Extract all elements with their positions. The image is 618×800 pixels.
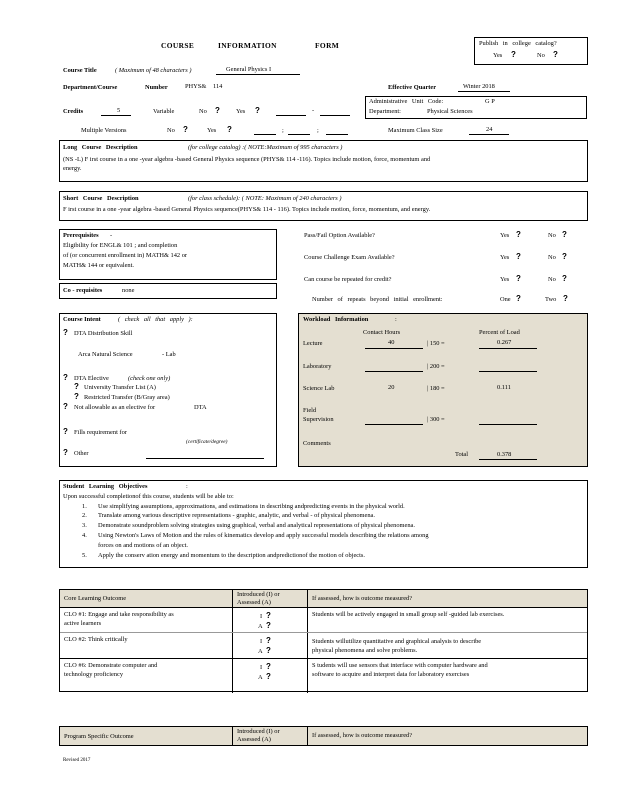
slo-label: Student Learning Objectives bbox=[63, 483, 148, 490]
clo-2-i-label: I bbox=[260, 638, 263, 645]
restricted-transfer-checkbox[interactable]: ? bbox=[74, 392, 79, 401]
credits-value[interactable]: 5 bbox=[117, 107, 121, 114]
variable-min-field[interactable] bbox=[276, 115, 306, 116]
supervision-label: Supervision bbox=[303, 416, 334, 423]
clo-header-ia: Introduced (I) or bbox=[237, 591, 280, 598]
clo-6-text-2: technology proficiency bbox=[64, 671, 124, 678]
clo-col-divider-1 bbox=[232, 590, 233, 693]
clo-col-divider-2 bbox=[307, 590, 308, 693]
slo-2-number: 2. bbox=[82, 512, 87, 519]
science-lab-label: Science Lab bbox=[303, 385, 335, 392]
course-title-underline bbox=[216, 74, 300, 75]
prerequisites-line-3[interactable]: MATH& 144 or equivalent. bbox=[63, 262, 134, 269]
variable-max-field[interactable] bbox=[320, 115, 350, 116]
fills-requirement-checkbox[interactable]: ? bbox=[63, 427, 68, 436]
max-class-size-underline bbox=[469, 134, 509, 135]
dept-value[interactable]: PHYS& bbox=[185, 83, 207, 90]
fills-requirement-label: Fills requirement for bbox=[74, 429, 127, 436]
dta-distribution-checkbox[interactable]: ? bbox=[63, 328, 68, 337]
field-label: Field bbox=[303, 407, 317, 414]
pso-header-how: If assessed, how is outcome measured? bbox=[312, 732, 413, 739]
clo-1-i-checkbox[interactable]: ? bbox=[266, 611, 271, 620]
clo-row-divider-1 bbox=[60, 632, 587, 633]
clo-6-i-checkbox[interactable]: ? bbox=[266, 662, 271, 671]
multiple-field-3[interactable] bbox=[326, 134, 348, 135]
laboratory-label: Laboratory bbox=[303, 363, 332, 370]
supervision-divisor: | 300 = bbox=[427, 416, 445, 423]
clo-header-outcome: Core Learning Outcome bbox=[64, 595, 127, 602]
challenge-exam-label: Course Challenge Exam Available? bbox=[304, 254, 395, 261]
long-description-text-2[interactable]: energy. bbox=[63, 165, 82, 172]
pass-fail-no-label: No bbox=[548, 232, 556, 239]
multiple-yes-checkbox[interactable]: ? bbox=[227, 125, 232, 134]
publish-label: Publish in college catalog? bbox=[479, 40, 557, 47]
admin-unit-box bbox=[365, 96, 587, 119]
pso-header-ia-2: Assessed (A) bbox=[237, 736, 271, 743]
clo-1-a-checkbox[interactable]: ? bbox=[266, 621, 271, 630]
pass-fail-label: Pass/Fail Option Available? bbox=[304, 232, 375, 239]
short-description-hint: (for class schedule): ( NOTE: Maximum of 240 characters ) bbox=[188, 195, 342, 202]
clo-2-a-checkbox[interactable]: ? bbox=[266, 646, 271, 655]
challenge-yes-label: Yes bbox=[500, 254, 510, 261]
prerequisites-dash: - bbox=[110, 232, 113, 239]
form-title-form: FORM bbox=[315, 41, 340, 50]
challenge-no-checkbox[interactable]: ? bbox=[562, 252, 567, 261]
long-description-box bbox=[59, 140, 588, 182]
variable-no-checkbox[interactable]: ? bbox=[215, 106, 220, 115]
not-allowable-value: DTA bbox=[194, 404, 207, 411]
percent-load-header: Percent of Load bbox=[479, 329, 520, 336]
slo-box bbox=[59, 480, 588, 568]
restricted-transfer-label: Restricted Transfer (B/Gray area) bbox=[84, 394, 170, 401]
total-underline bbox=[479, 459, 537, 460]
publish-yes-label: Yes bbox=[493, 52, 503, 59]
corequisites-box bbox=[59, 283, 277, 299]
repeats-one-checkbox[interactable]: ? bbox=[516, 294, 521, 303]
slo-colon: : bbox=[186, 483, 188, 490]
workload-colon: : bbox=[395, 316, 397, 323]
lecture-percent: 0.267 bbox=[497, 339, 512, 346]
clo-1-i-label: I bbox=[260, 613, 263, 620]
total-value: 0.378 bbox=[497, 451, 512, 458]
pso-header-outcome: Program Specific Outcome bbox=[64, 733, 134, 740]
utl-label: University Transfer List (A) bbox=[84, 384, 156, 391]
dta-distribution-label: DTA Distribution Skill bbox=[74, 330, 133, 337]
prerequisites-line-1[interactable]: Eligibility for ENGL& 101 ; and completion bbox=[63, 242, 178, 249]
clo-row-divider-2 bbox=[60, 658, 587, 659]
number-label: Number bbox=[145, 84, 168, 91]
corequisites-value[interactable]: none bbox=[122, 287, 135, 294]
clo-6-a-label: A bbox=[258, 674, 263, 681]
multiple-field-1[interactable] bbox=[254, 134, 276, 135]
clo-table bbox=[59, 589, 588, 692]
repeats-one-label: One bbox=[500, 296, 511, 303]
repeat-yes-label: Yes bbox=[500, 276, 510, 283]
pass-fail-yes-label: Yes bbox=[500, 232, 510, 239]
challenge-no-label: No bbox=[548, 254, 556, 261]
workload-box bbox=[298, 313, 588, 467]
lecture-divisor: | 150 = bbox=[427, 340, 445, 347]
pass-fail-yes-checkbox[interactable]: ? bbox=[516, 230, 521, 239]
repeat-no-checkbox[interactable]: ? bbox=[562, 274, 567, 283]
dept-label: Department/Course bbox=[63, 84, 118, 91]
contact-hours-header: Contact Hours bbox=[363, 329, 401, 336]
number-value[interactable]: 114 bbox=[213, 83, 223, 90]
dta-elective-checkbox[interactable]: ? bbox=[63, 373, 68, 382]
pass-fail-no-checkbox[interactable]: ? bbox=[562, 230, 567, 239]
pso-table bbox=[59, 726, 588, 746]
course-intent-label: Course Intent bbox=[63, 316, 101, 323]
lecture-label: Lecture bbox=[303, 340, 323, 347]
corequisites-label: Co - requisites bbox=[63, 287, 103, 294]
multiple-no-label: No bbox=[167, 127, 175, 134]
slo-2-text[interactable]: Translate among various descriptive representations - graphic, analytic, and verbal - of physical phenomena. bbox=[98, 512, 375, 519]
slo-4-text-cont[interactable]: forces on and motions of an object. bbox=[98, 542, 188, 549]
science-lab-divisor: | 180 = bbox=[427, 385, 445, 392]
long-description-hint: (for college catalog) :( NOTE:Maximum of 995 characters ) bbox=[188, 144, 343, 151]
effective-quarter-label: Effective Quarter bbox=[388, 84, 437, 91]
repeat-credit-label: Can course be repeated for credit? bbox=[304, 276, 392, 283]
slo-3-text[interactable]: Demonstrate soundproblem solving strategies using graphical, verbal and analytical representations of physical phenomena. bbox=[98, 522, 415, 529]
lecture-hours-underline bbox=[365, 348, 423, 349]
clo-1-text-2: active learners bbox=[64, 620, 102, 627]
variable-dash: - bbox=[312, 107, 315, 114]
multiple-yes-label: Yes bbox=[207, 127, 217, 134]
total-label: Total bbox=[455, 451, 469, 458]
course-title-label: Course Title bbox=[63, 67, 97, 74]
course-title-value[interactable]: General Physics I bbox=[226, 66, 272, 73]
clo-header-how: If assessed, how is outcome measured? bbox=[312, 595, 413, 602]
publish-box bbox=[474, 37, 588, 65]
science-lab-percent: 0.111 bbox=[497, 384, 511, 391]
effective-quarter-value[interactable]: Winter 2018 bbox=[463, 83, 495, 90]
revised-footer: Revised 2017 bbox=[63, 758, 91, 763]
lecture-hours[interactable]: 40 bbox=[388, 339, 395, 346]
pso-col-divider-2 bbox=[307, 727, 308, 745]
science-lab-hours[interactable]: 20 bbox=[388, 384, 395, 391]
short-description-label: Short Course Description bbox=[63, 195, 139, 202]
certificate-degree-hint: (certificate/degree) bbox=[186, 439, 228, 445]
not-allowable-label: Not allowable as an elective for bbox=[74, 404, 156, 411]
dta-elective-hint: (check one only) bbox=[128, 375, 171, 382]
max-class-size-label: Maximum Class Size bbox=[388, 127, 443, 134]
prerequisites-line-2[interactable]: of (or concurrent enrollment in) MATH& 142 or bbox=[63, 252, 188, 259]
clo-1-how[interactable]: Students will be actively engaged in small group self -guided lab exercises. bbox=[312, 611, 505, 618]
long-description-label: Long Course Description bbox=[63, 144, 138, 151]
long-description-text[interactable]: (NS -L) F irst course in a one -year algebra -based General Physics sequence (PHYS& 114 -116). Topics include motion, force, momentum and bbox=[63, 156, 431, 163]
laboratory-hours-underline bbox=[365, 371, 423, 372]
slo-5-number: 5. bbox=[82, 552, 87, 559]
variable-label: Variable bbox=[153, 108, 175, 115]
not-allowable-checkbox[interactable]: ? bbox=[63, 402, 68, 411]
course-intent-hint: ( check all that apply ): bbox=[118, 316, 193, 323]
admin-unit-value[interactable]: G P bbox=[485, 98, 495, 105]
multiple-sep-1: ; bbox=[282, 127, 284, 134]
supervision-hours-underline bbox=[365, 424, 423, 425]
clo-6-text: CLO #6: Demonstrate computer and bbox=[64, 662, 158, 669]
workload-label: Workload Information bbox=[303, 316, 369, 323]
admin-dept-value[interactable]: Physical Sciences bbox=[427, 108, 473, 115]
clo-2-text: CLO #2: Think critically bbox=[64, 636, 128, 643]
other-checkbox[interactable]: ? bbox=[63, 448, 68, 457]
variable-no-label: No bbox=[199, 108, 207, 115]
variable-yes-label: Yes bbox=[236, 108, 246, 115]
form-title-information: INFORMATION bbox=[218, 41, 277, 50]
laboratory-percent-underline bbox=[479, 371, 537, 372]
clo-6-a-checkbox[interactable]: ? bbox=[266, 672, 271, 681]
clo-2-a-label: A bbox=[258, 648, 263, 655]
clo-2-i-checkbox[interactable]: ? bbox=[266, 636, 271, 645]
multiple-sep-2: ; bbox=[317, 127, 319, 134]
utl-checkbox[interactable]: ? bbox=[74, 382, 79, 391]
slo-1-text[interactable]: Use simplifying assumptions, approximations, and estimations in describing andpredicting events in the physical world. bbox=[98, 503, 405, 510]
area-label: Arca Natural Science bbox=[78, 351, 133, 358]
variable-yes-checkbox[interactable]: ? bbox=[255, 106, 260, 115]
dta-elective-label: DTA Elective bbox=[74, 375, 109, 382]
slo-intro: Upon successful completionof this course, students will be able to: bbox=[63, 493, 234, 500]
repeat-no-label: No bbox=[548, 276, 556, 283]
supervision-percent-underline bbox=[479, 424, 537, 425]
slo-5-text[interactable]: Apply the conserv ation energy and momentum to the description andpredictionof the motion of objects. bbox=[98, 552, 365, 559]
prerequisites-box bbox=[59, 229, 277, 280]
course-title-hint: ( Maximum of 48 characters ) bbox=[115, 67, 192, 74]
clo-2-how[interactable]: Students willutilize quantitative and graphical analysis to describe bbox=[312, 638, 482, 645]
slo-4-number: 4. bbox=[82, 532, 87, 539]
course-intent-box bbox=[59, 313, 277, 467]
area-value: - Lab bbox=[162, 351, 176, 358]
credits-underline bbox=[101, 115, 131, 116]
clo-6-how[interactable]: S tudents will use sensors that interface with computer hardware and bbox=[312, 662, 488, 669]
multiple-versions-label: Multiple Versions bbox=[81, 127, 127, 134]
clo-1-a-label: A bbox=[258, 623, 263, 630]
clo-header-ia-2: Assessed (A) bbox=[237, 599, 271, 606]
repeats-two-checkbox[interactable]: ? bbox=[563, 294, 568, 303]
pso-header-ia: Introduced (I) or bbox=[237, 728, 280, 735]
repeats-label: Number of repeats beyond initial enrollment: bbox=[312, 296, 443, 303]
challenge-yes-checkbox[interactable]: ? bbox=[516, 252, 521, 261]
clo-1-text: CLO #1: Engage and take responsibility as bbox=[64, 611, 174, 618]
slo-4-text[interactable]: Using Newton's Laws of Motion and the rules of kinematics develop and apply successful models describing the relations among bbox=[98, 532, 429, 539]
lecture-percent-underline bbox=[479, 348, 537, 349]
clo-6-how-2[interactable]: software to acquire and interpret data for laboratory exercises bbox=[312, 671, 470, 678]
prerequisites-label: Prerequisites bbox=[63, 232, 99, 239]
clo-row-divider-0 bbox=[60, 607, 587, 608]
publish-no-label: No bbox=[537, 52, 545, 59]
repeat-yes-checkbox[interactable]: ? bbox=[516, 274, 521, 283]
publish-yes-checkbox[interactable]: ? bbox=[511, 50, 516, 59]
short-description-text[interactable]: F irst course in a one -year algebra -based General Physics sequence(PHYS& 114 - 116). Topics include motion, force, momentum, and energy. bbox=[63, 206, 431, 213]
pso-col-divider-1 bbox=[232, 727, 233, 745]
slo-3-number: 3. bbox=[82, 522, 87, 529]
effective-quarter-underline bbox=[458, 91, 510, 92]
other-label: Other bbox=[74, 450, 89, 457]
clo-2-how-2[interactable]: physical phenomena and solve problems. bbox=[312, 647, 418, 654]
repeats-two-label: Two bbox=[545, 296, 557, 303]
admin-unit-label: Administrative Unit Code: bbox=[369, 98, 444, 105]
credits-label: Credits bbox=[63, 108, 84, 115]
max-class-size-value[interactable]: 24 bbox=[486, 126, 493, 133]
multiple-no-checkbox[interactable]: ? bbox=[183, 125, 188, 134]
laboratory-divisor: | 200 = bbox=[427, 363, 445, 370]
multiple-field-2[interactable] bbox=[288, 134, 310, 135]
form-title-course: COURSE bbox=[161, 41, 195, 50]
admin-dept-label: Department: bbox=[369, 108, 401, 115]
short-description-box bbox=[59, 191, 588, 221]
clo-6-i-label: I bbox=[260, 664, 263, 671]
publish-no-checkbox[interactable]: ? bbox=[553, 50, 558, 59]
comments-label: Comments bbox=[303, 440, 331, 447]
other-field[interactable] bbox=[146, 458, 264, 459]
slo-1-number: 1. bbox=[82, 503, 87, 510]
